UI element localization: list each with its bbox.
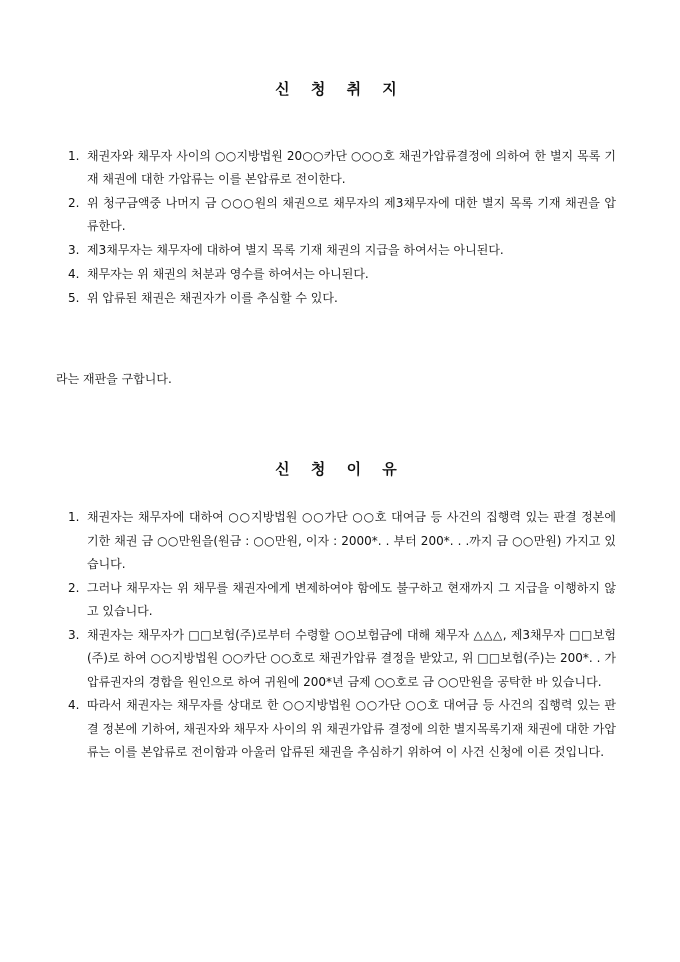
item-text: 위 청구금액중 나머지 금 ○○○원의 채권으로 채무자의 제3채무자에 대한 별지 목록 기재 채권을 압류한다. <box>87 196 616 233</box>
reason-item <box>68 506 616 577</box>
purpose-item <box>68 192 616 238</box>
closing-text: 라는 재판을 구합니다. <box>56 372 172 386</box>
purpose-item <box>68 263 616 286</box>
item-text: 따라서 채권자는 채무자를 상대로 한 ○○지방법원 ○○가단 ○○호 대여금 등 사건의 집행력 있는 판결 정본에 기하여, 채권자와 채무자 사이의 위 채권가압류 결정에 의한 별지목록기재 채권에 대한 가압류는 이를 본압류로 전이함과 아울러 압류된 채권을 추심하기 위하여 이 사건 신청에 이른 것입니다. <box>87 698 616 759</box>
purpose-item <box>68 145 616 191</box>
item-number: 3. <box>68 243 80 257</box>
item-number: 5. <box>68 291 80 305</box>
item-number: 2. <box>68 580 80 595</box>
item-number: 1. <box>68 149 80 163</box>
item-text: 채권자와 채무자 사이의 ○○지방법원 20○○카단 ○○○호 채권가압류결정에 의하여 한 별지 목록 기재 채권에 대한 가압류는 이를 본압류로 전이한다. <box>87 149 616 186</box>
item-text: 위 압류된 채권은 채권자가 이를 추심할 수 있다. <box>87 291 338 305</box>
section-title-purpose: 신 청 취 지 <box>275 80 405 98</box>
reason-item <box>68 624 616 695</box>
purpose-item <box>68 287 616 310</box>
reason-item <box>68 694 616 765</box>
item-number: 2. <box>68 196 80 210</box>
item-number: 4. <box>68 267 80 281</box>
purpose-item <box>68 239 616 262</box>
reason-item <box>68 577 616 624</box>
item-number: 1. <box>68 510 80 524</box>
item-text: 채권자는 채무자가 □□보험(주)로부터 수령할 ○○보험금에 대해 채무자 △△△, 제3채무자 □□보험(주)로 하여 ○○지방법원 ○○카단 ○○호로 채권가압류 결정을 받았고, 위 □□보험(주)는 200*. . 가압류권자의 경합을 원인으로 하여 귀원에 200*년 금제 ○○호로 금 ○○만원을 공탁한 바 있습니다. <box>87 627 616 689</box>
item-text: 채무자는 위 채권의 처분과 영수를 하여서는 아니된다. <box>87 267 369 281</box>
item-text: 채권자는 채무자에 대하여 ○○지방법원 ○○가단 ○○호 대여금 등 사건의 집행력 있는 판결 정본에 기한 채권 금 ○○만원을(원금 : ○○만원, 이자 : 2000*. . 부터 200*. . .까지 금 ○○만원) 가지고 있습니다. <box>87 510 616 571</box>
purpose-list <box>68 145 616 311</box>
reasons-list <box>68 506 616 765</box>
section-title-reasons: 신 청 이 유 <box>275 460 405 478</box>
item-text: 그러나 채무자는 위 채무를 채권자에게 변제하여야 함에도 불구하고 현재까지 그 지급을 이행하지 않고 있습니다. <box>87 580 616 618</box>
item-number: 3. <box>68 627 80 642</box>
item-number: 4. <box>68 698 80 712</box>
item-text: 제3채무자는 채무자에 대하여 별지 목록 기재 채권의 지급을 하여서는 아니된다. <box>87 243 504 257</box>
